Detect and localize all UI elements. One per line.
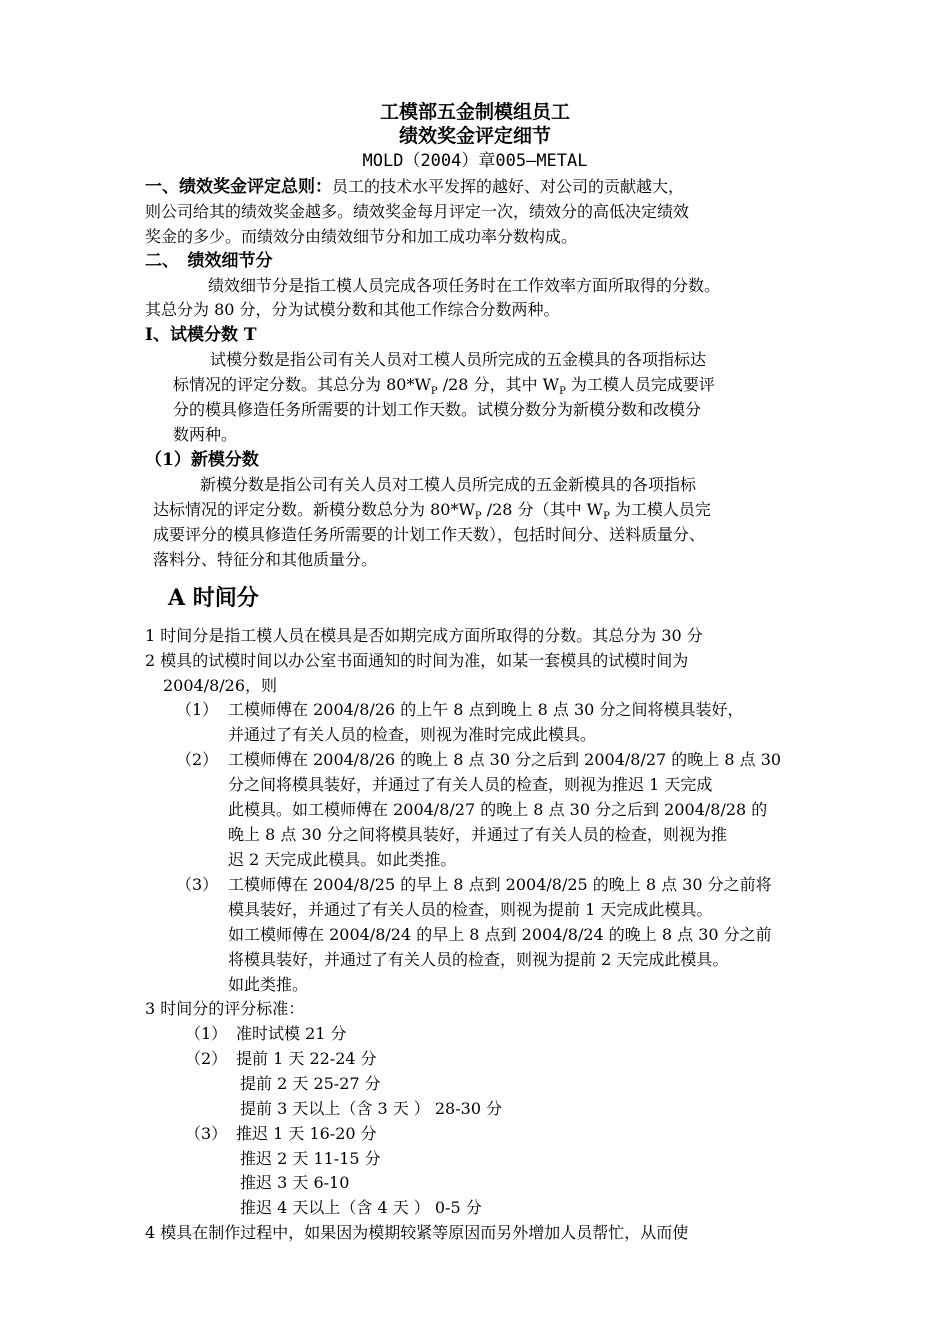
- time-para-2-line-2: 2004/8/26，则: [163, 676, 278, 695]
- standard-3-b: 推迟 2 天 11-15 分: [240, 1149, 381, 1168]
- item-1-line-1: 工模师傅在 2004/8/26 的上午 8 点到晚上 8 点 30 分之间将模具装好，: [228, 700, 744, 719]
- time-para-2-line-1: 2 模具的试模时间以办公室书面通知的时间为准，如某一套模具的试模时间为: [145, 651, 689, 670]
- section-2-heading: 二、 绩效细节分: [145, 251, 273, 271]
- section-1-heading: 一、绩效奖金评定总则：: [145, 177, 332, 197]
- standard-2-number: （2）: [185, 1049, 228, 1068]
- item-3-line-2: 模具装好，并通过了有关人员的检查，则视为提前 1 天完成此模具。: [228, 900, 713, 919]
- new-mold-line-3: 成要评分的模具修造任务所需要的计划工作天数），包括时间分、送料质量分、: [153, 525, 706, 544]
- section-I-heading: I、试模分数 T: [145, 325, 257, 345]
- item-3-line-1: 工模师傅在 2004/8/25 的早上 8 点到 2004/8/25 的晚上 8 点 30 分之前将: [228, 875, 772, 894]
- section-2-line-1: 绩效细节分是指工模人员完成各项任务时在工作效率方面所取得的分数。: [208, 276, 721, 295]
- standard-1-text: 准时试模 21 分: [236, 1024, 347, 1043]
- time-score-heading: A 时间分: [168, 585, 259, 611]
- standard-3-number: （3）: [185, 1124, 228, 1143]
- item-2-number: （2）: [176, 750, 219, 769]
- time-para-1: 1 时间分是指工模人员在模具是否如期完成方面所取得的分数。其总分为 30 分: [145, 626, 703, 645]
- section-I-line-3: 分的模具修造任务所需要的计划工作天数。试模分数分为新模分数和改模分: [173, 400, 702, 419]
- standard-2-b: 提前 2 天 25-27 分: [240, 1074, 381, 1093]
- item-2-line-5: 迟 2 天完成此模具。如此类推。: [228, 850, 457, 869]
- title-line-2: 绩效奖金评定细节: [398, 125, 551, 147]
- section-1-line-1: [145, 176, 684, 198]
- section-I-line-2: 标情况的评定分数。其总分为 $80*W_P$ /28 分，其中 $W_P$ 为工模人员完成要评: [173, 375, 715, 398]
- item-3-line-5: 如此类推。: [228, 975, 309, 994]
- title-line-1: 工模部五金制模组员工: [379, 101, 570, 123]
- new-mold-line-4: 落料分、特征分和其他质量分。: [153, 550, 378, 569]
- item-2-line-2: 分之间将模具装好，并通过了有关人员的检查，则视为推迟 1 天完成: [228, 775, 713, 794]
- item-3-line-4: 将模具装好，并通过了有关人员的检查，则视为提前 2 天完成此模具。: [228, 950, 729, 969]
- new-mold-line-1: 新模分数是指公司有关人员对工模人员所完成的五金新模具的各项指标: [200, 475, 697, 494]
- item-1-line-2: 并通过了有关人员的检查，则视为准时完成此模具。: [228, 725, 597, 744]
- item-3-line-3: 如工模师傅在 2004/8/24 的早上 8 点到 2004/8/24 的晚上 8 点 30 分之前: [228, 925, 772, 944]
- standard-3-a: 推迟 1 天 16-20 分: [236, 1124, 377, 1143]
- section-1-line-3: 奖金的多少。而绩效分由绩效细节分和加工成功率分数构成。: [145, 227, 578, 246]
- item-1-number: （1）: [176, 700, 219, 719]
- section-I-line-4: 数两种。: [173, 425, 238, 444]
- item-2-line-1: 工模师傅在 2004/8/26 的晚上 8 点 30 分之后到 2004/8/27 的晚上 8 点 30: [228, 750, 782, 769]
- section-1-text: 员工的技术水平发挥的越好、对公司的贡献越大，: [332, 177, 685, 196]
- section-1-line-2: 则公司给其的绩效奖金越多。绩效奖金每月评定一次，绩效分的高低决定绩效: [145, 202, 690, 221]
- time-para-3: 3 时间分的评分标准：: [145, 999, 305, 1018]
- new-mold-line-2: 达标情况的评定分数。新模分数总分为 $80*W_P$ /28 分（其中 $W_P$ 为工模人员完: [153, 500, 711, 523]
- item-2-line-4: 晚上 8 点 30 分之间将模具装好，并通过了有关人员的检查，则视为推: [228, 825, 727, 844]
- section-2-line-2: 其总分为 80 分，分为试模分数和其他工作综合分数两种。: [145, 300, 560, 319]
- new-mold-heading: （1）新模分数: [145, 450, 259, 470]
- standard-2-a: 提前 1 天 22-24 分: [236, 1049, 377, 1068]
- item-2-line-3: 此模具。如工模师傅在 2004/8/27 的晚上 8 点 30 分之后到 2004/8/28 的: [228, 800, 768, 819]
- standard-3-d: 推迟 4 天以上（含 4 天 ） 0-5 分: [240, 1198, 482, 1217]
- section-I-line-1: 试模分数是指公司有关人员对工模人员所完成的五金模具的各项指标达: [210, 350, 707, 369]
- title-code: MOLD（2004）章005—METAL: [362, 151, 588, 171]
- standard-1-number: （1）: [185, 1024, 228, 1043]
- standard-2-c: 提前 3 天以上（含 3 天 ） 28-30 分: [240, 1099, 503, 1118]
- time-para-4: 4 模具在制作过程中，如果因为模期较紧等原因而另外增加人员帮忙，从而使: [145, 1223, 689, 1242]
- standard-3-c: 推迟 3 天 6-10: [240, 1173, 350, 1192]
- item-3-number: （3）: [176, 875, 219, 894]
